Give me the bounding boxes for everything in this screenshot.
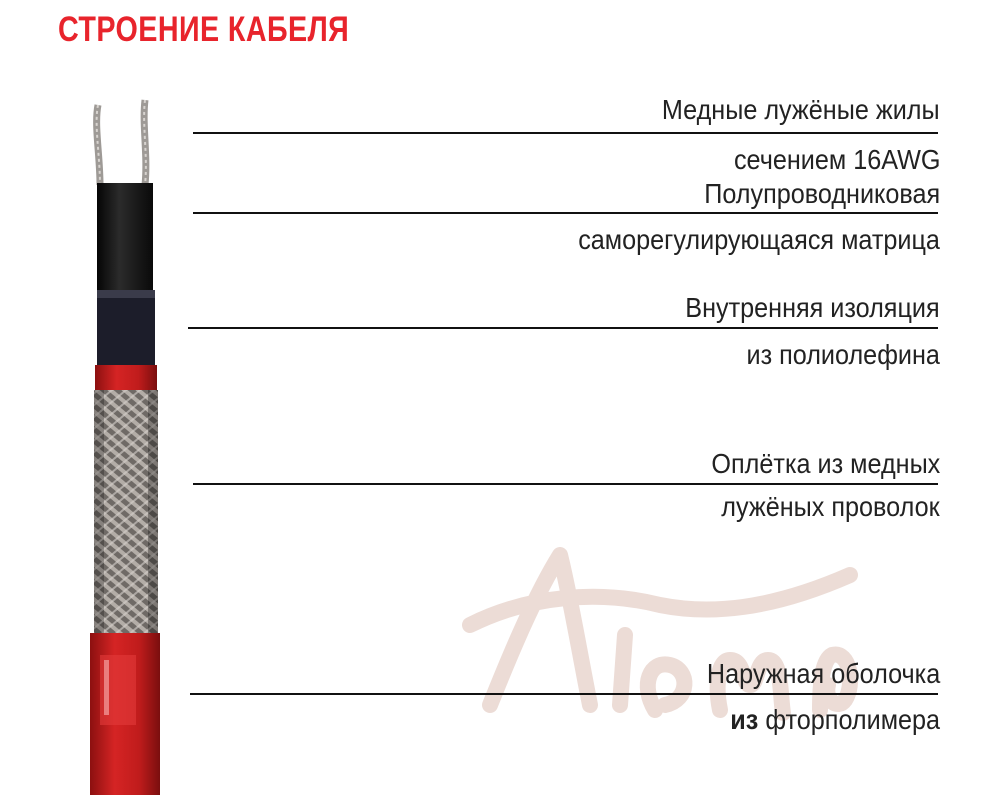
outer-jacket-layer	[90, 633, 160, 795]
red-ring	[95, 365, 157, 391]
label-braid-line2: лужёных проволок	[721, 491, 940, 522]
label-matrix-line1: Полупроводниковая	[704, 178, 940, 209]
inner-insulation-layer	[97, 290, 155, 365]
label-jacket-line2-rest: фторполимера	[758, 704, 940, 735]
matrix-layer	[97, 183, 153, 293]
label-jacket-line2	[730, 706, 940, 734]
rule-wires	[193, 132, 938, 134]
braid-layer	[94, 390, 158, 635]
label-insulation-line1: Внутренняя изоляция	[685, 292, 940, 323]
label-braid-line1: Оплётка из медных	[711, 448, 940, 479]
label-wires-line2: сечением 16AWG	[733, 144, 940, 175]
rule-jacket	[190, 693, 938, 695]
label-wires-line1: Медные лужёные жилы	[662, 94, 940, 125]
label-insulation-line2: из полиолефина	[746, 339, 940, 370]
page-title: СТРОЕНИЕ КАБЕЛЯ	[58, 10, 350, 49]
rule-braid	[193, 483, 938, 485]
label-matrix-line2: саморегулирующаяся матрица	[578, 224, 940, 255]
rule-insulation	[188, 327, 938, 329]
cable-illustration	[70, 95, 180, 795]
rule-matrix	[193, 212, 938, 214]
label-jacket-line1: Наружная оболочка	[706, 658, 940, 689]
copper-wires	[97, 100, 146, 185]
label-jacket-line2-bold: из	[730, 704, 759, 735]
